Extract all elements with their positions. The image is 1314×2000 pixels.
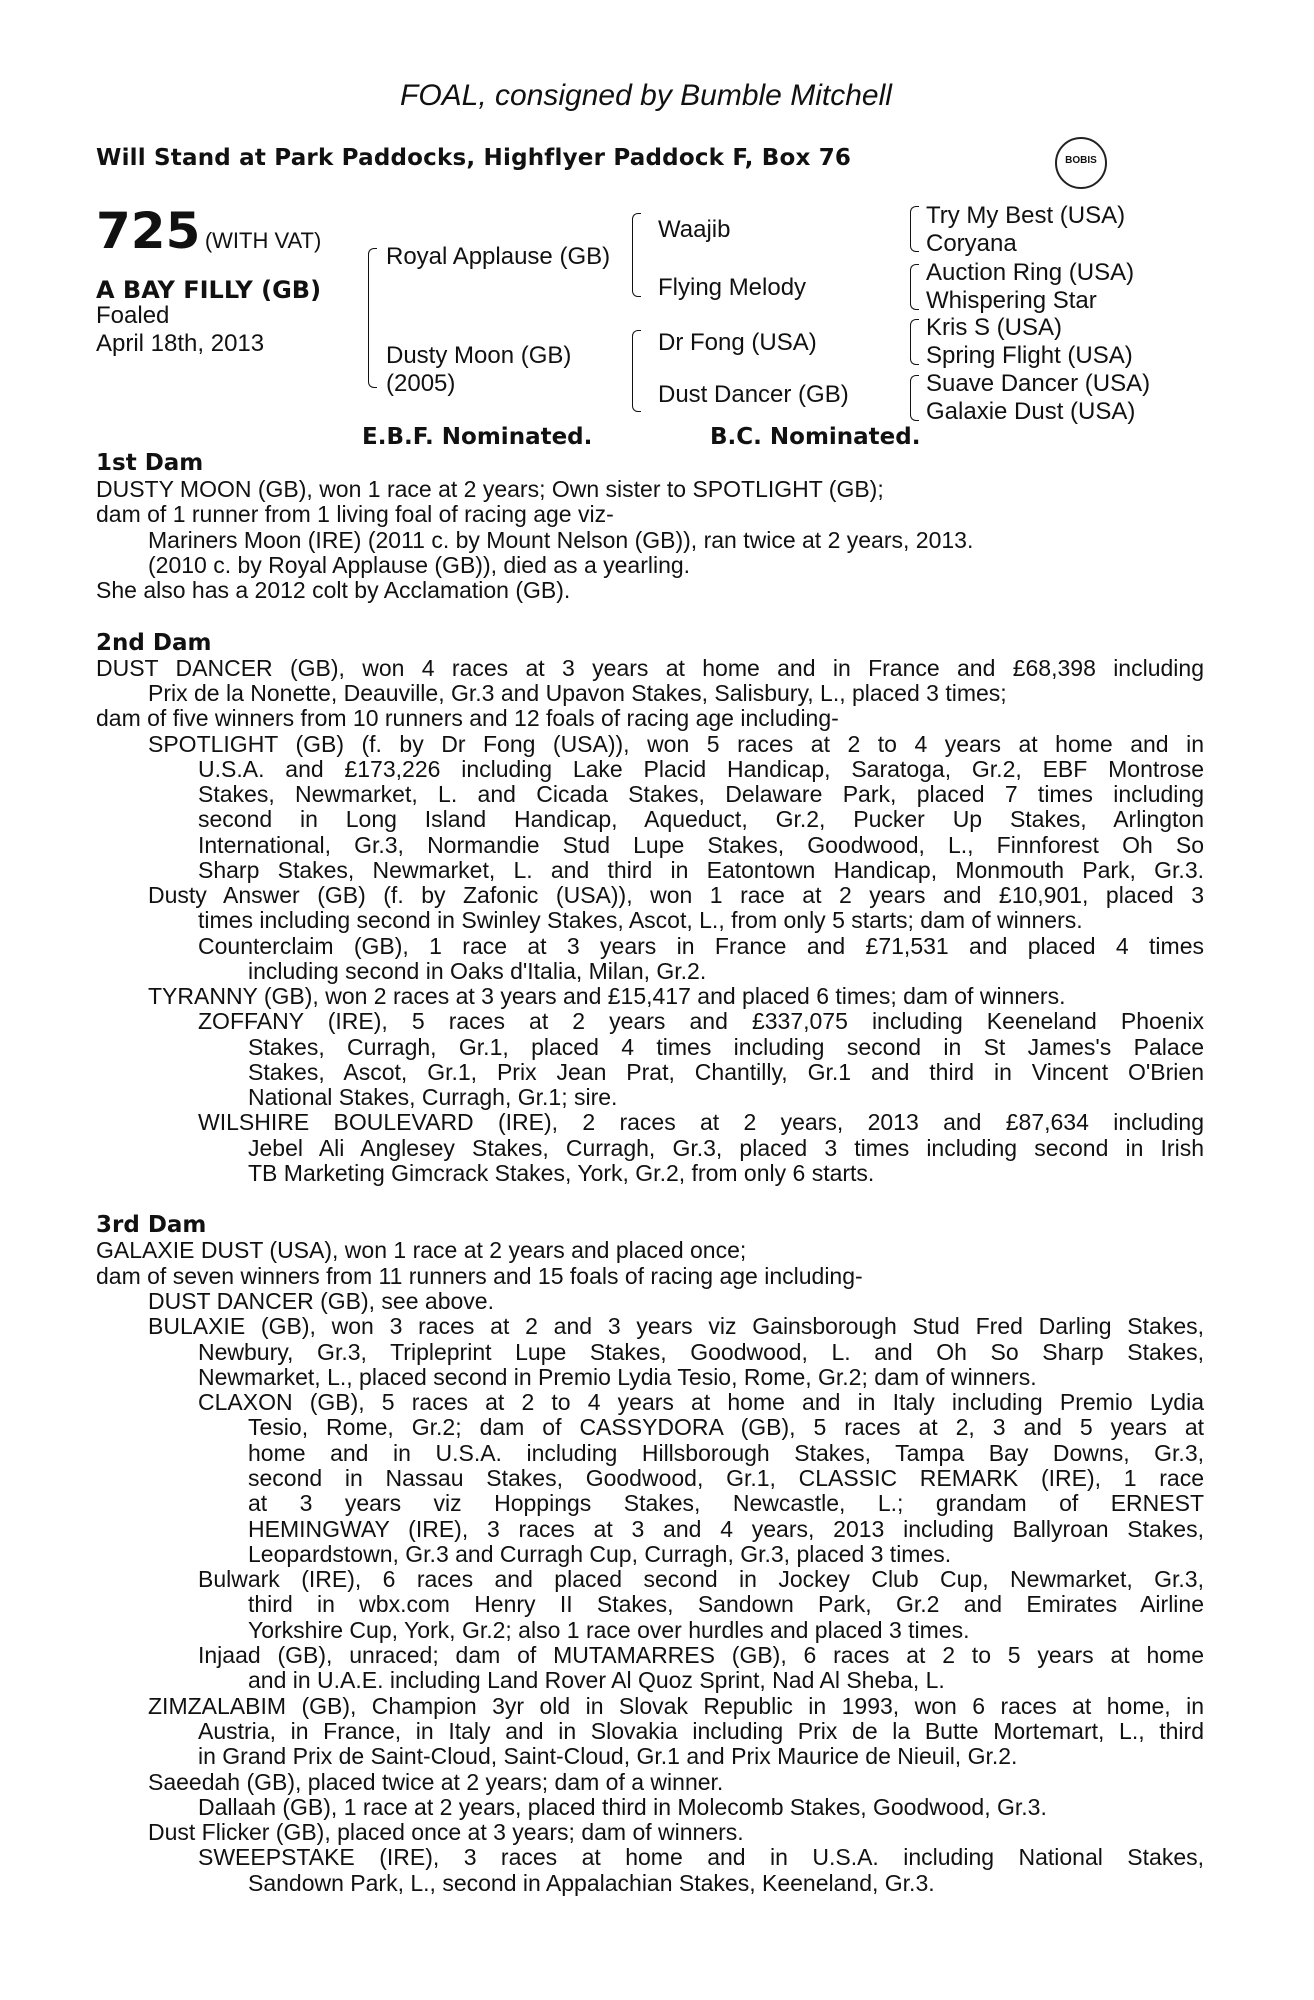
second-dam-line: Dusty Answer (GB) (f. by Zafonic (USA)), won 1 race at 2 years and £10,901, placed 3 xyxy=(148,882,1204,908)
third-dam-line: Dust Flicker (GB), placed once at 3 years; dam of winners. xyxy=(148,1819,744,1845)
pedigree-brace-main xyxy=(368,248,377,388)
third-dam-line: SWEEPSTAKE (IRE), 3 races at home and in U.S.A. including National Stakes, xyxy=(198,1844,1204,1870)
dam-sire: Dr Fong (USA) xyxy=(658,329,817,356)
third-dam-line: Newmarket, L., placed second in Premio Lydia Tesio, Rome, Gr.2; dam of winners. xyxy=(198,1364,1037,1390)
second-dam-line: Stakes, Curragh, Gr.1, placed 4 times including second in St James's Palace xyxy=(248,1034,1204,1060)
third-dam-line: Dallaah (GB), 1 race at 2 years, placed third in Molecomb Stakes, Goodwood, Gr.3. xyxy=(198,1794,1047,1820)
vat-note: (WITH VAT) xyxy=(204,228,322,253)
second-dam-line: times including second in Swinley Stakes, Ascot, L., from only 5 starts; dam of winners. xyxy=(198,907,1083,933)
stand-location: Will Stand at Park Paddocks, Highflyer Paddock F, Box 76 xyxy=(96,145,852,171)
second-dam-line: Prix de la Nonette, Deauville, Gr.3 and Upavon Stakes, Salisbury, L., placed 3 times; xyxy=(148,680,1007,706)
second-dam-line: Sharp Stakes, Newmarket, L. and third in Eatontown Handicap, Monmouth Park, Gr.3. xyxy=(198,857,1204,883)
second-dam-line: International, Gr.3, Normandie Stud Lupe Stakes, Goodwood, L., Finnforest Oh So xyxy=(198,832,1204,858)
second-dam-line: DUST DANCER (GB), won 4 races at 3 years at home and in France and £68,398 including xyxy=(96,655,1204,681)
third-dam-line: in Grand Prix de Saint-Cloud, Saint-Cloud, Gr.1 and Prix Maurice de Nieuil, Gr.2. xyxy=(198,1743,1018,1769)
ebf-nomination: E.B.F. Nominated. xyxy=(362,424,593,450)
third-dam-line: Injaad (GB), unraced; dam of MUTAMARRES (GB), 6 races at 2 to 5 years at home xyxy=(198,1642,1204,1668)
third-dam-line: third in wbx.com Henry II Stakes, Sandown Park, Gr.2 and Emirates Airline xyxy=(248,1591,1204,1617)
pedigree-brace-ds xyxy=(910,319,919,365)
dam-dam: Dust Dancer (GB) xyxy=(658,381,849,408)
second-dam-line: U.S.A. and £173,226 including Lake Placid Handicap, Saratoga, Gr.2, EBF Montrose xyxy=(198,756,1204,782)
third-dam-line: home and in U.S.A. including Hillsborough Stakes, Tampa Bay Downs, Gr.3, xyxy=(248,1440,1204,1466)
pedigree-brace-sire xyxy=(632,213,641,297)
first-dam-line: She also has a 2012 colt by Acclamation (GB). xyxy=(96,577,571,603)
third-dam-line: Sandown Park, L., second in Appalachian Stakes, Keeneland, Gr.3. xyxy=(248,1870,935,1896)
second-dam-line: National Stakes, Curragh, Gr.1; sire. xyxy=(248,1084,618,1110)
second-dam-line: ZOFFANY (IRE), 5 races at 2 years and £337,075 including Keeneland Phoenix xyxy=(198,1008,1204,1034)
bobis-logo: BOBIS xyxy=(1055,137,1107,189)
dam-dam-dam: Galaxie Dust (USA) xyxy=(926,398,1136,425)
second-dam-line: Jebel Ali Anglesey Stakes, Curragh, Gr.3, placed 3 times including second in Irish xyxy=(248,1135,1204,1161)
third-dam-line: GALAXIE DUST (USA), won 1 race at 2 years and placed once; xyxy=(96,1237,747,1263)
pedigree-brace-sd xyxy=(910,264,919,310)
second-dam-line: dam of five winners from 10 runners and 12 foals of racing age including- xyxy=(96,705,839,731)
dam-sire-dam: Spring Flight (USA) xyxy=(926,342,1133,369)
third-dam-line: dam of seven winners from 11 runners and 15 foals of racing age including- xyxy=(96,1263,863,1289)
third-dam-line: BULAXIE (GB), won 3 races at 2 and 3 years viz Gainsborough Stud Fred Darling Stakes, xyxy=(148,1313,1204,1339)
pedigree-brace-dam xyxy=(632,330,641,412)
third-dam-line: second in Nassau Stakes, Goodwood, Gr.1, CLASSIC REMARK (IRE), 1 race xyxy=(248,1465,1204,1491)
sire-sire: Waajib xyxy=(658,216,731,243)
second-dam-line: including second in Oaks d'Italia, Milan, Gr.2. xyxy=(248,958,707,984)
dam: Dusty Moon (GB) xyxy=(386,342,572,369)
sire-dam: Flying Melody xyxy=(658,274,807,301)
third-dam-line: Leopardstown, Gr.3 and Curragh Cup, Curragh, Gr.3, placed 3 times. xyxy=(248,1541,952,1567)
second-dam-line: second in Long Island Handicap, Aqueduct, Gr.2, Pucker Up Stakes, Arlington xyxy=(198,806,1204,832)
third-dam-line: CLAXON (GB), 5 races at 2 to 4 years at home and in Italy including Premio Lydia xyxy=(198,1389,1204,1415)
foaled-label: Foaled xyxy=(96,302,170,329)
third-dam-line: at 3 years viz Hoppings Stakes, Newcastle, L.; grandam of ERNEST xyxy=(248,1490,1204,1516)
dam-dam-sire: Suave Dancer (USA) xyxy=(926,370,1151,397)
first-dam-line: (2010 c. by Royal Applause (GB)), died as a yearling. xyxy=(148,552,691,578)
bc-nomination: B.C. Nominated. xyxy=(710,424,921,450)
second-dam-line: SPOTLIGHT (GB) (f. by Dr Fong (USA)), won 5 races at 2 to 4 years at home and in xyxy=(148,731,1204,757)
dam-sire-sire: Kris S (USA) xyxy=(926,314,1063,341)
catalogue-title: FOAL, consigned by Bumble Mitchell xyxy=(400,79,892,112)
third-dam-line: Bulwark (IRE), 6 races and placed second in Jockey Club Cup, Newmarket, Gr.3, xyxy=(198,1566,1204,1592)
second-dam-line: TB Marketing Gimcrack Stakes, York, Gr.2, from only 6 starts. xyxy=(248,1160,875,1186)
first-dam-line: Mariners Moon (IRE) (2011 c. by Mount Nelson (GB)), ran twice at 2 years, 2013. xyxy=(148,527,974,553)
third-dam-line: HEMINGWAY (IRE), 3 races at 3 and 4 years, 2013 including Ballyroan Stakes, xyxy=(248,1516,1204,1542)
first-dam-heading: 1st Dam xyxy=(96,450,204,476)
sire-dam-sire: Auction Ring (USA) xyxy=(926,259,1135,286)
sire-dam-dam: Whispering Star xyxy=(926,287,1097,314)
third-dam-line: Saeedah (GB), placed twice at 2 years; dam of a winner. xyxy=(148,1769,724,1795)
lot-number-block xyxy=(96,202,321,260)
dam-year: (2005) xyxy=(386,370,456,397)
first-dam-line: DUSTY MOON (GB), won 1 race at 2 years; Own sister to SPOTLIGHT (GB); xyxy=(96,476,884,502)
pedigree-brace-dd xyxy=(910,375,919,421)
horse-description: A BAY FILLY (GB) xyxy=(96,276,322,304)
third-dam-line: Newbury, Gr.3, Tripleprint Lupe Stakes, Goodwood, L. and Oh So Sharp Stakes, xyxy=(198,1339,1204,1365)
third-dam-line: and in U.A.E. including Land Rover Al Quoz Sprint, Nad Al Sheba, L. xyxy=(248,1667,945,1693)
third-dam-line: DUST DANCER (GB), see above. xyxy=(148,1288,494,1314)
lot-number: 725 xyxy=(96,202,201,260)
third-dam-heading: 3rd Dam xyxy=(96,1212,207,1238)
first-dam-line: dam of 1 runner from 1 living foal of racing age viz- xyxy=(96,501,614,527)
pedigree-brace-ss xyxy=(910,206,919,252)
second-dam-heading: 2nd Dam xyxy=(96,630,212,656)
sire-sire-sire: Try My Best (USA) xyxy=(926,202,1126,229)
second-dam-line: Stakes, Ascot, Gr.1, Prix Jean Prat, Chantilly, Gr.1 and third in Vincent O'Brien xyxy=(248,1059,1204,1085)
second-dam-line: TYRANNY (GB), won 2 races at 3 years and £15,417 and placed 6 times; dam of winners. xyxy=(148,983,1066,1009)
third-dam-line: Yorkshire Cup, York, Gr.2; also 1 race over hurdles and placed 3 times. xyxy=(248,1617,970,1643)
sire: Royal Applause (GB) xyxy=(386,243,611,270)
second-dam-line: Stakes, Newmarket, L. and Cicada Stakes, Delaware Park, placed 7 times including xyxy=(198,781,1204,807)
sire-sire-dam: Coryana xyxy=(926,230,1017,257)
second-dam-line: WILSHIRE BOULEVARD (IRE), 2 races at 2 years, 2013 and £87,634 including xyxy=(198,1109,1204,1135)
third-dam-line: Tesio, Rome, Gr.2; dam of CASSYDORA (GB), 5 races at 2, 3 and 5 years at xyxy=(248,1414,1204,1440)
foal-date: April 18th, 2013 xyxy=(96,330,265,357)
third-dam-line: ZIMZALABIM (GB), Champion 3yr old in Slovak Republic in 1993, won 6 races at home, in xyxy=(148,1693,1204,1719)
second-dam-line: Counterclaim (GB), 1 race at 3 years in France and £71,531 and placed 4 times xyxy=(198,933,1204,959)
third-dam-line: Austria, in France, in Italy and in Slovakia including Prix de la Butte Mortemart, L., third xyxy=(198,1718,1204,1744)
